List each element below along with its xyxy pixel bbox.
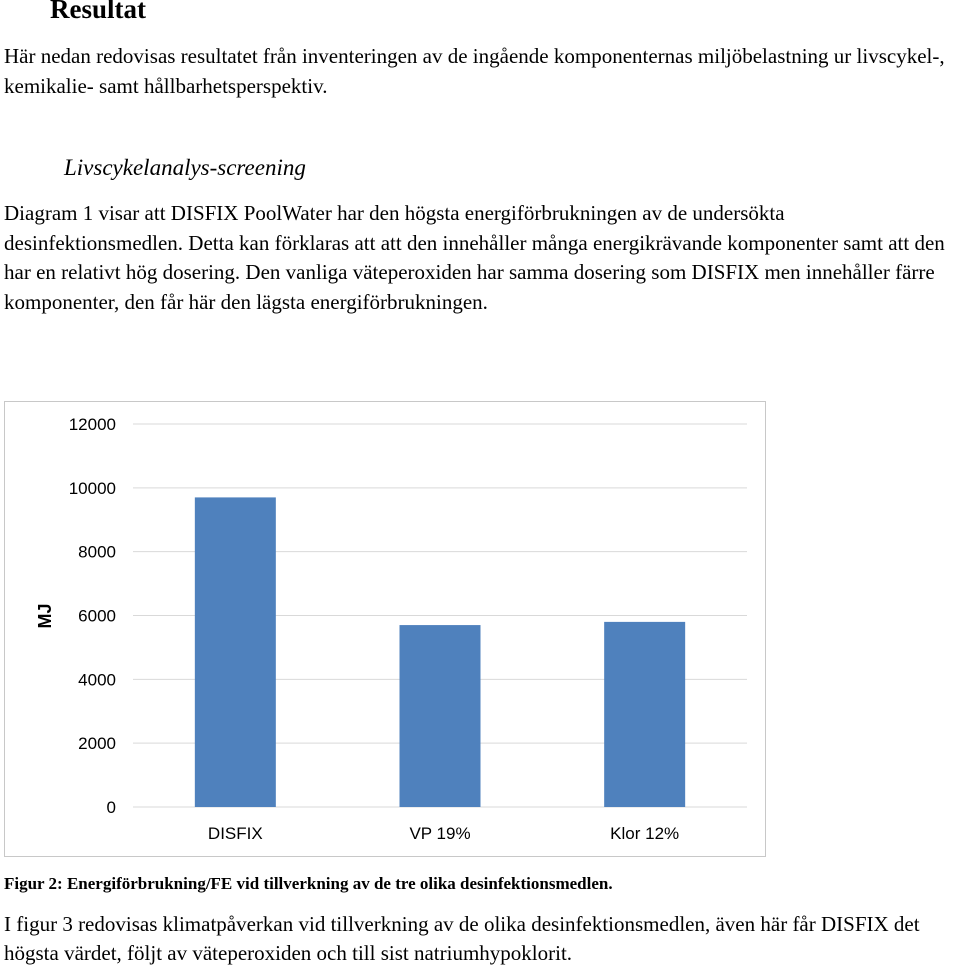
- y-tick-label: 8000: [78, 542, 116, 562]
- y-tick-label: 6000: [78, 606, 116, 626]
- y-tick-label: 4000: [78, 670, 116, 690]
- y-axis-label: MJ: [35, 603, 55, 629]
- x-tick-label: DISFIX: [207, 824, 263, 843]
- body-paragraph: Diagram 1 visar att DISFIX PoolWater har den högsta energiförbrukningen av de undersökta desinfektionsmedlen. Detta kan förklaras att att den innehåller många energikrävande komponenter samt att den har en relativt hög dosering. Den vanliga väteperoxiden har samma dosering som DISFIX men innehåller färre komponenter, den får här den lägsta energiförbrukningen.: [4, 201, 945, 314]
- y-tick-label: 12000: [68, 415, 116, 434]
- intro-paragraph: Här nedan redovisas resultatet från inventeringen av de ingående komponenternas miljöbelastning ur livscykel-, kemikalie- samt hållbarhetsperspektiv.: [4, 44, 945, 98]
- bar: [195, 497, 276, 807]
- energy-bar-chart: [4, 401, 766, 857]
- chart-canvas: [5, 402, 767, 858]
- closing-paragraph: I figur 3 redovisas klimatpåverkan vid tillverkning av de olika desinfektionsmedlen, även här får DISFIX det högsta värdet, följt av väteperoxiden och till sist natriumhypoklorit.: [4, 912, 920, 965]
- section-heading: Resultat: [50, 0, 146, 24]
- subheading: Livscykelanalys-screening: [64, 155, 306, 180]
- y-tick-label: 0: [106, 798, 116, 817]
- y-tick-label: 2000: [78, 734, 116, 754]
- x-tick-label: Klor 12%: [610, 824, 680, 843]
- bar: [604, 622, 685, 807]
- bar: [400, 625, 481, 807]
- x-tick-label: VP 19%: [409, 824, 471, 843]
- y-tick-label: 10000: [68, 478, 116, 498]
- figure-caption: Figur 2: Energiförbrukning/FE vid tillverkning av de tre olika desinfektionsmedlen.: [4, 874, 613, 893]
